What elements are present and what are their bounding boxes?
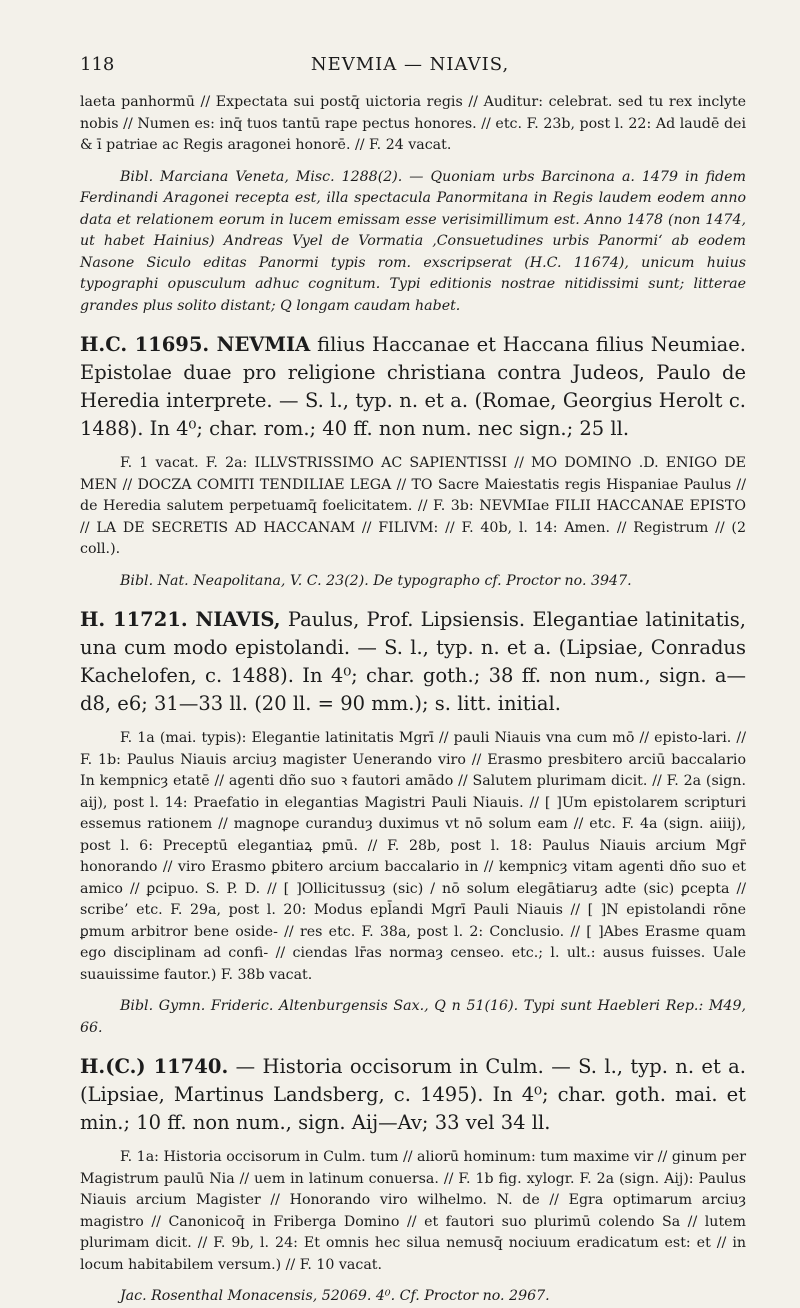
catalogue-entry-heading [80, 606, 746, 718]
entry-description: — Historia occisorum in Culm. — S. l., typ. n. et a. (Lipsiae, Martinus Landsberg, c. 1495). In 4⁰; char. goth. mai. et min.; 10 ff. non num., sign. Aij—Av; 33 vel 34 ll. [80, 1055, 747, 1134]
page-number: 118 [80, 54, 115, 75]
entry-reference: H. 11721. NIAVIS, [80, 608, 281, 631]
catalogue-entry-heading [80, 1053, 746, 1137]
entry-description: filius Haccanae et Haccana filius Neumiae. Epistolae duae pro religione christiana contra Judeos, Paulo de Heredia interprete. — S. l., typ. n. et a. (Romae, Georgius Herolt c. 1488). In 4⁰; char. rom.; 40 ff. non num. nec sign.; 25 ll. [80, 333, 746, 440]
entry-collation: F. 1a: Historia occisorum in Culm. tum // aliorū hominum: tum maxime vir // ginum per Magistrum paulū Nia // uem in latinum conuersa. // F. 1b fig. xylogr. F. 2a (sign. Aij): Paulus Niauis arcium Magister // Honorando viro wilhelmo. N. de // Egra optimarum arciuȝ magistro // Canonicoq̄ in Friberga Domino // et fautori suo plurimū colendo Sa // lutem plurimam dicit. // F. 9b, l. 24: Et omnis hec silua nemusq̄ nociuum eradicatum est: et // in locum habitabilem versum.) // F. 10 vacat. [80, 1149, 746, 1273]
bibliography-note: Jac. Rosenthal Monacensis, 52069. 4⁰. Cf. Proctor no. 2967. [120, 1288, 550, 1304]
running-title: NEVMIA — NIAVIS, [310, 54, 510, 75]
catalogue-entry-heading [80, 331, 746, 443]
bibliography-note: Bibl. Nat. Neapolitana, V. C. 23(2). De typographo cf. Proctor no. 3947. [120, 572, 632, 589]
entry-reference: H.(C.) 11740. [80, 1055, 229, 1078]
running-head [80, 36, 740, 76]
bibliography-note: Bibl. Marciana Veneta, Misc. 1288(2). — Quoniam urbs Barcinona a. 1479 in fidem Ferdinandi Aragonei recepta est, illa spectacula Panormitana in Regis laudem eodem anno data et relationem eorum in lucem emissam esse verisimillimum est. Anno 1478 (non 1474, ut habet Hainius) Andreas Vyel de Vormatia ‚Consuetudines urbis Panormi‘ ab eodem Nasone Siculo editas Panormi typis rom. exscripserat (H.C. 11674), unicum huius typographi opusculum adhuc cognitum. Typi editionis nostrae nitidissimi sunt; litterae grandes plus solito distant; Q longam caudam habet. [80, 168, 746, 314]
entry-collation: F. 1a (mai. typis): Elegantie latinitatis Mgrī // pauli Niauis vna cum mō // episto-lari. // F. 1b: Paulus Niauis arciuȝ magister Uenerando viro // Erasmo presbitero arciū baccalario In kempnicȝ etatē // agenti dño suo ꝛ fautori amādo // Salutem plurimam dicit. // F. 2a (sign. aij), post l. 14: Praefatio in elegantias Magistri Pauli Niauis. // [ ]Um epistolarem scripturi essemus rationem // magnoꝑe curanduȝ duximus vt nō solum eam // etc. F. 4a (sign. aiiij), post l. 6: Preceptū elegantiaꝝ ꝑmū. // F. 28b, post l. 18: Paulus Niauis arcium Mgr̄ honorando // viro Erasmo ꝑbitero arcium baccalario in // kempnicȝ vitam agenti dño suo et amico // ꝑcipuo. S. P. D. // [ ]Ollicitussuȝ (sic) / nō solum elegātiaruȝ adte (sic) ꝑcepta // scribe’ etc. F. 29a, post l. 20: Modus epl̄andi Mgrī Pauli Niauis // [ ]N epistolandi rōne ꝑmum arbitror bene oside- // res etc. F. 38a, post l. 2: Conclusio. // [ ]Abes Erasme quam ego disciplinam ad confi- // ciendas lr̄as normaȝ censeo. etc.; l. ult.: ausus fuisses. Uale suauissime fautor.) F. 38b vacat. [80, 730, 746, 983]
entry-continuation: laeta panhormū // Expectata sui postq̄ uictoria regis // Auditur: celebrat. sed tu rex inclyte nobis // Numen es: inq̄ tuos tantū rape pectus honores. // etc. F. 23b, post l. 22: Ad laudē dei & ī patriae ac Regis aragonei honorē. // F. 24 vacat. [80, 94, 746, 153]
entry-collation: F. 1 vacat. F. 2a: ILLVSTRISSIMO AC SAPIENTISSI // MO DOMINO .D. ENIGO DE MEN // DOCZA COMITI TENDILIAE LEGA // TO Sacre Maiestatis regis Hispaniae Paulus // de Heredia salutem perpetuamq̄ foelicitatem. // F. 3b: NEVMIae FILII HACCANAE EPISTO // LA DE SECRETIS AD HACCANAM // FILIVM: // F. 40b, l. 14: Amen. // Registrum // (2 coll.). [80, 455, 746, 557]
entry-description: Paulus, Prof. Lipsiensis. Elegantiae latinitatis, una cum modo epistolandi. — S. l., typ. n. et a. (Lipsiae, Conradus Kachelofen, c. 1488). In 4⁰; char. goth.; 38 ff. non num., sign. a—d8, e6; 31—33 ll. (20 ll. = 90 mm.); s. litt. initial. [80, 608, 746, 715]
entry-reference: H.C. 11695. NEVMIA [80, 333, 311, 356]
page-body [80, 92, 746, 1308]
bibliography-note: Bibl. Gymn. Frideric. Altenburgensis Sax., Q n 51(16). Typi sunt Haebleri Rep.: M49, 66. [80, 998, 746, 1036]
